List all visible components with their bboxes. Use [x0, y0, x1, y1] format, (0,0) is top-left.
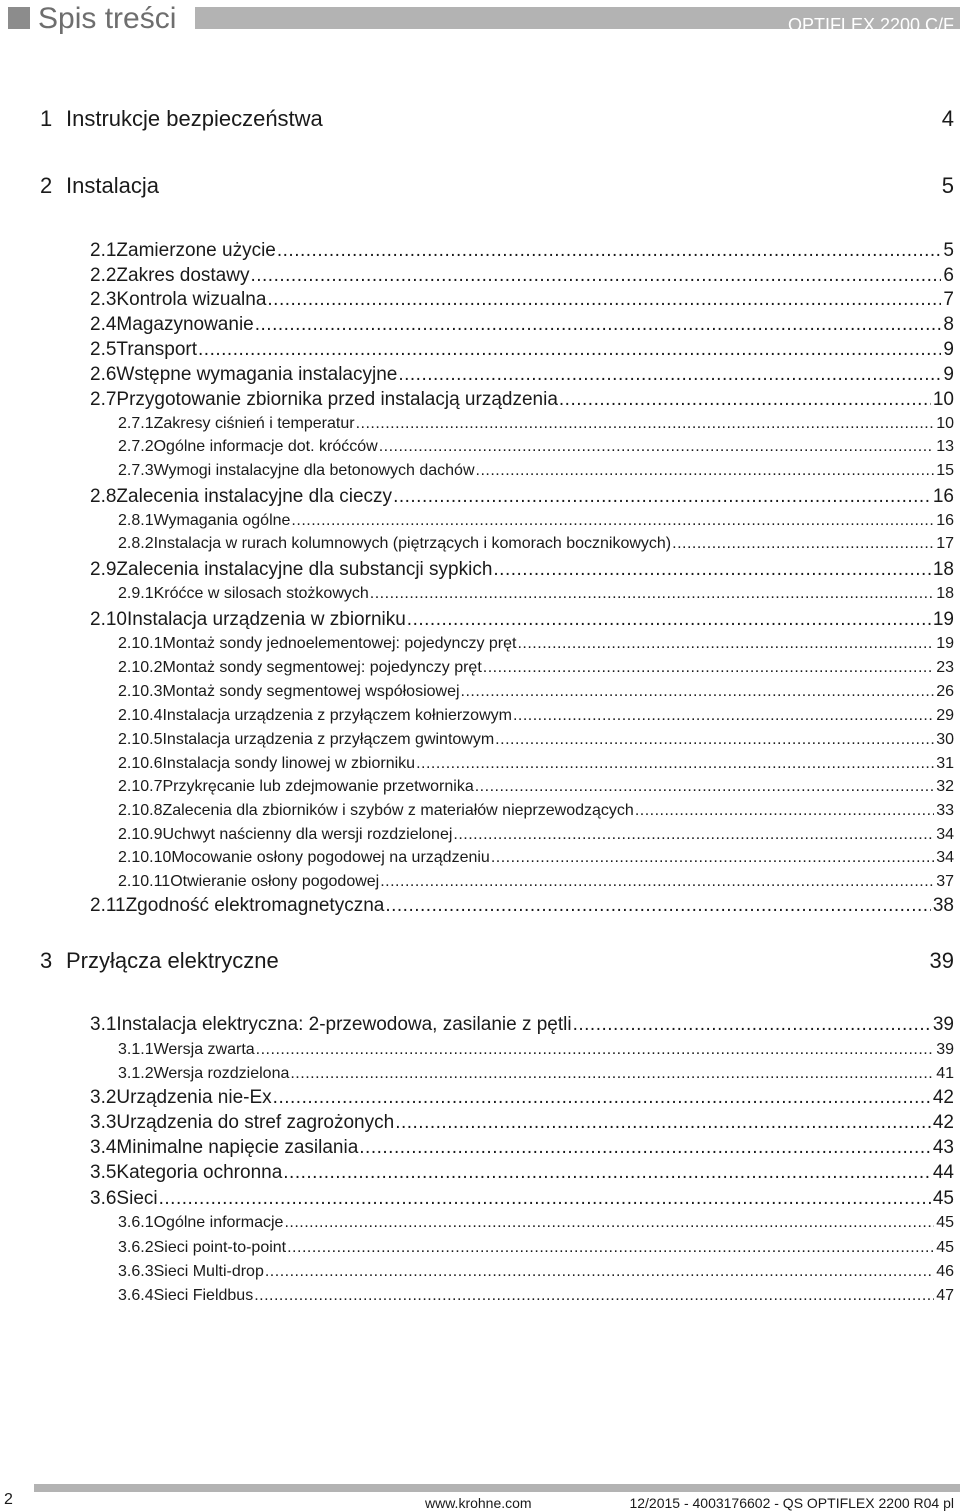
toc-entry-number: 2.10.11	[118, 873, 171, 890]
toc-entry-number: 3.2	[90, 1087, 117, 1108]
footer-document-reference: 12/2015 - 4003176602 - QS OPTIFLEX 2200 R04 pl	[629, 1495, 954, 1511]
toc-entry-page: 33	[936, 802, 954, 819]
toc-entry[interactable]	[118, 1238, 954, 1258]
toc-entry-number: 3.4	[90, 1137, 117, 1158]
toc-entry-number: 3	[40, 948, 53, 973]
toc-entry-number: 3.6.2	[118, 1239, 154, 1256]
footer-page-number: 2	[4, 1491, 13, 1508]
toc-entry-title: Przyłącza elektryczne	[66, 948, 279, 973]
toc-entry-number: 2.10.7	[118, 778, 163, 795]
toc-entry-number: 2.10.10	[118, 849, 172, 866]
toc-entry-number: 2.8.1	[118, 512, 154, 529]
toc-entry-number: 3.1	[90, 1014, 117, 1035]
toc-entry[interactable]	[118, 777, 954, 797]
toc-dot-leader	[483, 658, 934, 678]
toc-entry-page: 8	[943, 314, 954, 335]
toc-entry-page: 42	[932, 1087, 954, 1108]
toc-dot-leader	[291, 511, 934, 531]
toc-dot-leader	[254, 1286, 934, 1306]
toc-entry-title: Mocowanie osłony pogodowej na urządzeniu	[171, 849, 490, 866]
toc-entry-number: 3.1.1	[118, 1041, 154, 1058]
toc-entry-page: 47	[936, 1287, 954, 1304]
toc-entry-page: 44	[932, 1162, 954, 1183]
toc-entry-number: 2.3	[90, 289, 117, 310]
toc-entry-number: 2.10.5	[118, 731, 163, 748]
toc-entry[interactable]	[118, 825, 954, 845]
toc-entry-title: Instrukcje bezpieczeństwa	[66, 106, 323, 131]
toc-entry-number: 2.9.1	[118, 585, 154, 602]
toc-dot-leader	[198, 339, 941, 361]
toc-entry-number: 2.9	[90, 559, 117, 580]
toc-entry-page: 38	[932, 895, 954, 916]
toc-entry[interactable]	[118, 730, 954, 750]
toc-entry[interactable]	[118, 872, 954, 892]
toc-entry-number: 2.10.2	[118, 659, 163, 676]
toc-entry[interactable]	[118, 461, 954, 481]
toc-entry[interactable]	[118, 511, 954, 531]
toc-dot-leader	[407, 609, 931, 631]
toc-dot-leader	[359, 1137, 931, 1159]
toc-dot-leader	[461, 682, 935, 702]
toc-entry[interactable]	[40, 106, 954, 132]
toc-dot-leader	[265, 1262, 934, 1282]
toc-dot-leader	[513, 706, 934, 726]
toc-entry-page: 34	[936, 826, 954, 843]
toc-entry-title: Instalacja elektryczna: 2-przewodowa, zasilanie z pętli	[116, 1014, 572, 1035]
toc-entry-title: Sieci Fieldbus	[153, 1287, 254, 1304]
toc-entry-page: 39	[932, 1014, 954, 1035]
toc-dot-leader	[273, 1087, 931, 1109]
toc-entry-page: 4	[941, 106, 954, 131]
toc-dot-leader	[635, 801, 934, 821]
toc-entry[interactable]	[90, 265, 954, 287]
toc-entry-page: 19	[932, 609, 954, 630]
toc-entry-number: 3.6.3	[118, 1263, 154, 1280]
toc-dot-leader	[159, 1188, 931, 1210]
toc-entry-title: Sieci Multi-drop	[153, 1263, 264, 1280]
toc-entry[interactable]	[118, 1064, 954, 1084]
toc-entry[interactable]	[90, 1162, 954, 1184]
toc-entry-page: 17	[936, 535, 954, 552]
toc-entry[interactable]	[90, 314, 954, 336]
toc-entry[interactable]	[90, 289, 954, 311]
toc-entry[interactable]	[118, 848, 954, 868]
toc-dot-leader	[416, 754, 934, 774]
toc-entry[interactable]	[90, 609, 954, 631]
toc-entry-number: 2.10.9	[118, 826, 163, 843]
toc-entry-page: 45	[932, 1188, 954, 1209]
toc-entry-page: 29	[936, 707, 954, 724]
toc-entry-title: Ogólne informacje	[153, 1214, 284, 1231]
toc-entry-page: 42	[932, 1112, 954, 1133]
toc-entry-page: 43	[932, 1137, 954, 1158]
toc-entry-number: 2.10.1	[118, 635, 163, 652]
toc-dot-leader	[495, 730, 934, 750]
toc-entry-title: Instalacja urządzenia w zbiorniku	[126, 609, 406, 630]
page-title: Spis treści	[38, 2, 177, 35]
toc-dot-leader	[453, 825, 934, 845]
toc-entry-page: 9	[943, 364, 954, 385]
toc-entry[interactable]	[90, 559, 954, 581]
toc-entry-title: Instalacja sondy linowej w zbiorniku	[162, 755, 416, 772]
toc-entry-number: 2.7	[90, 389, 117, 410]
toc-entry-page: 15	[936, 462, 954, 479]
toc-dot-leader	[379, 437, 935, 457]
toc-entry[interactable]	[118, 1040, 954, 1060]
toc-entry[interactable]	[90, 364, 954, 386]
toc-entry-title: Sieci point-to-point	[153, 1239, 287, 1256]
toc-dot-leader	[290, 1064, 934, 1084]
toc-entry-page: 18	[932, 559, 954, 580]
toc-entry-number: 1	[40, 106, 53, 131]
toc-entry[interactable]	[118, 706, 954, 726]
toc-entry-page: 6	[943, 265, 954, 286]
toc-entry[interactable]	[90, 486, 954, 508]
toc-entry[interactable]	[118, 1262, 954, 1282]
toc-entry-title: Urządzenia nie-Ex	[116, 1087, 272, 1108]
toc-entry-page: 46	[936, 1263, 954, 1280]
toc-entry[interactable]	[118, 801, 954, 821]
toc-entry-title: Króćce w silosach stożkowych	[153, 585, 369, 602]
toc-entry-page: 16	[936, 512, 954, 529]
toc-entry-number: 2.10.3	[118, 683, 163, 700]
toc-dot-leader	[277, 240, 942, 262]
toc-entry[interactable]	[90, 389, 954, 411]
toc-entry[interactable]	[118, 754, 954, 774]
toc-entry-page: 10	[932, 389, 954, 410]
toc-entry[interactable]	[118, 1213, 954, 1233]
toc-dot-leader	[256, 1040, 935, 1060]
toc-entry-title: Urządzenia do stref zagrożonych	[116, 1112, 395, 1133]
toc-entry[interactable]	[90, 1087, 954, 1109]
toc-entry-page: 5	[941, 173, 954, 198]
toc-dot-leader	[283, 1162, 931, 1184]
toc-entry-number: 2.5	[90, 339, 117, 360]
toc-entry-title: Wstępne wymagania instalacyjne	[116, 364, 398, 385]
toc-entry-page: 32	[936, 778, 954, 795]
toc-entry-title: Otwieranie osłony pogodowej	[170, 873, 380, 890]
toc-entry[interactable]	[90, 895, 954, 917]
toc-entry-title: Uchwyt naścienny dla wersji rozdzielonej	[162, 826, 453, 843]
toc-entry-page: 5	[943, 240, 954, 261]
toc-dot-leader	[573, 1014, 931, 1036]
toc-entry[interactable]	[118, 634, 954, 654]
toc-entry-page: 34	[936, 849, 954, 866]
toc-entry[interactable]	[118, 584, 954, 604]
toc-entry-number: 2.2	[90, 265, 117, 286]
toc-entry-number: 2	[40, 173, 53, 198]
toc-entry-page: 31	[936, 755, 954, 772]
toc-dot-leader	[356, 414, 935, 434]
toc-entry-number: 2.10	[90, 609, 127, 630]
toc-dot-leader	[672, 534, 934, 554]
toc-entry-title: Zamierzone użycie	[116, 240, 276, 261]
toc-entry-title: Zalecenia instalacyjne dla substancji sypkich	[116, 559, 493, 580]
toc-entry-number: 2.10.8	[118, 802, 163, 819]
toc-entry-title: Przykręcanie lub zdejmowanie przetwornika	[162, 778, 474, 795]
toc-dot-leader	[267, 289, 941, 311]
toc-dot-leader	[475, 777, 934, 797]
toc-entry-number: 2.11	[90, 895, 126, 916]
toc-entry-page: 39	[936, 1041, 954, 1058]
footer-website: www.krohne.com	[425, 1495, 532, 1511]
toc-entry-title: Minimalne napięcie zasilania	[116, 1137, 359, 1158]
toc-dot-leader	[493, 559, 930, 581]
toc-dot-leader	[476, 461, 935, 481]
toc-entry[interactable]	[118, 682, 954, 702]
toc-entry-page: 45	[936, 1214, 954, 1231]
toc-entry[interactable]	[118, 437, 954, 457]
toc-entry-title: Przygotowanie zbiornika przed instalacją urządzenia	[116, 389, 558, 410]
toc-entry-page: 37	[936, 873, 954, 890]
toc-entry-page: 10	[936, 415, 954, 432]
toc-dot-leader	[385, 895, 931, 917]
toc-entry-title: Zakresy ciśnień i temperatur	[153, 415, 355, 432]
toc-entry-number: 2.10.4	[118, 707, 163, 724]
toc-entry-number: 3.6.4	[118, 1287, 154, 1304]
toc-dot-leader	[398, 364, 941, 386]
toc-dot-leader	[491, 848, 934, 868]
toc-entry-number: 2.10.6	[118, 755, 163, 772]
toc-entry-page: 39	[929, 948, 954, 973]
toc-entry-title: Instalacja urządzenia z przyłączem gwintowym	[162, 731, 495, 748]
toc-entry-number: 3.5	[90, 1162, 117, 1183]
toc-entry-title: Wymagania ogólne	[153, 512, 291, 529]
toc-entry-page: 26	[936, 683, 954, 700]
toc-dot-leader	[284, 1213, 934, 1233]
toc-entry-number: 3.1.2	[118, 1065, 154, 1082]
toc-entry-page: 41	[936, 1065, 954, 1082]
toc-entry-page: 19	[936, 635, 954, 652]
toc-entry-number: 3.3	[90, 1112, 117, 1133]
toc-entry-number: 2.7.2	[118, 438, 154, 455]
toc-entry-number: 2.8	[90, 486, 117, 507]
toc-entry-number: 3.6.1	[118, 1214, 154, 1231]
toc-dot-leader	[250, 265, 941, 287]
toc-entry-title: Sieci	[116, 1188, 158, 1209]
toc-entry[interactable]	[118, 658, 954, 678]
toc-entry-number: 2.8.2	[118, 535, 154, 552]
toc-entry-title: Zgodność elektromagnetyczna	[125, 895, 385, 916]
toc-dot-leader	[255, 314, 942, 336]
toc-entry-page: 23	[936, 659, 954, 676]
toc-entry-page: 9	[943, 339, 954, 360]
toc-dot-leader	[559, 389, 931, 411]
toc-entry-number: 2.1	[90, 240, 117, 261]
toc-entry-title: Wersja rozdzielona	[153, 1065, 290, 1082]
toc-entry-title: Magazynowanie	[116, 314, 254, 335]
toc-entry[interactable]	[40, 948, 954, 974]
toc-entry-number: 3.6	[90, 1188, 117, 1209]
footer-bar	[34, 1484, 960, 1492]
toc-entry-title: Instalacja	[66, 173, 159, 198]
toc-entry-title: Montaż sondy jednoelementowej: pojedynczy pręt	[162, 635, 517, 652]
toc-entry-title: Zalecenia instalacyjne dla cieczy	[116, 486, 393, 507]
toc-dot-leader	[370, 584, 934, 604]
toc-entry-title: Kontrola wizualna	[116, 289, 267, 310]
toc-entry[interactable]	[118, 414, 954, 434]
toc-dot-leader	[395, 1112, 931, 1134]
toc-entry[interactable]	[90, 339, 954, 361]
toc-entry[interactable]	[118, 534, 954, 554]
toc-entry-number: 2.7.1	[118, 415, 154, 432]
toc-entry-title: Instalacja urządzenia z przyłączem kołnierzowym	[162, 707, 512, 724]
toc-entry-title: Zakres dostawy	[116, 265, 250, 286]
toc-dot-leader	[287, 1238, 934, 1258]
toc-entry[interactable]	[90, 240, 954, 262]
toc-entry[interactable]	[90, 1112, 954, 1134]
toc-dot-leader	[517, 634, 934, 654]
toc-entry[interactable]	[90, 1137, 954, 1159]
toc-entry-title: Instalacja w rurach kolumnowych (piętrzących i komorach bocznikowych)	[153, 535, 672, 552]
toc-entry-title: Kategoria ochronna	[116, 1162, 283, 1183]
toc-entry-number: 2.4	[90, 314, 117, 335]
toc-entry-page: 45	[936, 1239, 954, 1256]
toc-dot-leader	[393, 486, 931, 508]
toc-entry-title: Wymogi instalacyjne dla betonowych dachów	[153, 462, 475, 479]
toc-entry-title: Montaż sondy segmentowej współosiowej	[162, 683, 460, 700]
toc-entry[interactable]	[118, 1286, 954, 1306]
toc-entry-number: 2.7.3	[118, 462, 154, 479]
product-name: OPTIFLEX 2200 C/F	[787, 15, 954, 35]
toc-entry-page: 18	[936, 585, 954, 602]
toc-entry[interactable]	[90, 1014, 954, 1036]
toc-entry-page: 13	[936, 438, 954, 455]
toc-entry-page: 7	[943, 289, 954, 310]
toc-entry-title: Montaż sondy segmentowej: pojedynczy pręt	[162, 659, 482, 676]
toc-entry-page: 30	[936, 731, 954, 748]
toc-entry-title: Wersja zwarta	[153, 1041, 255, 1058]
toc-entry-title: Ogólne informacje dot. króćców	[153, 438, 378, 455]
toc-entry[interactable]	[40, 173, 954, 199]
toc-entry-title: Zalecenia dla zbiorników i szybów z materiałów nieprzewodzących	[162, 802, 634, 819]
toc-dot-leader	[380, 872, 934, 892]
toc-entry[interactable]	[90, 1188, 954, 1210]
toc-entry-page: 16	[932, 486, 954, 507]
toc-entry-title: Transport	[116, 339, 198, 360]
toc-entry-number: 2.6	[90, 364, 117, 385]
